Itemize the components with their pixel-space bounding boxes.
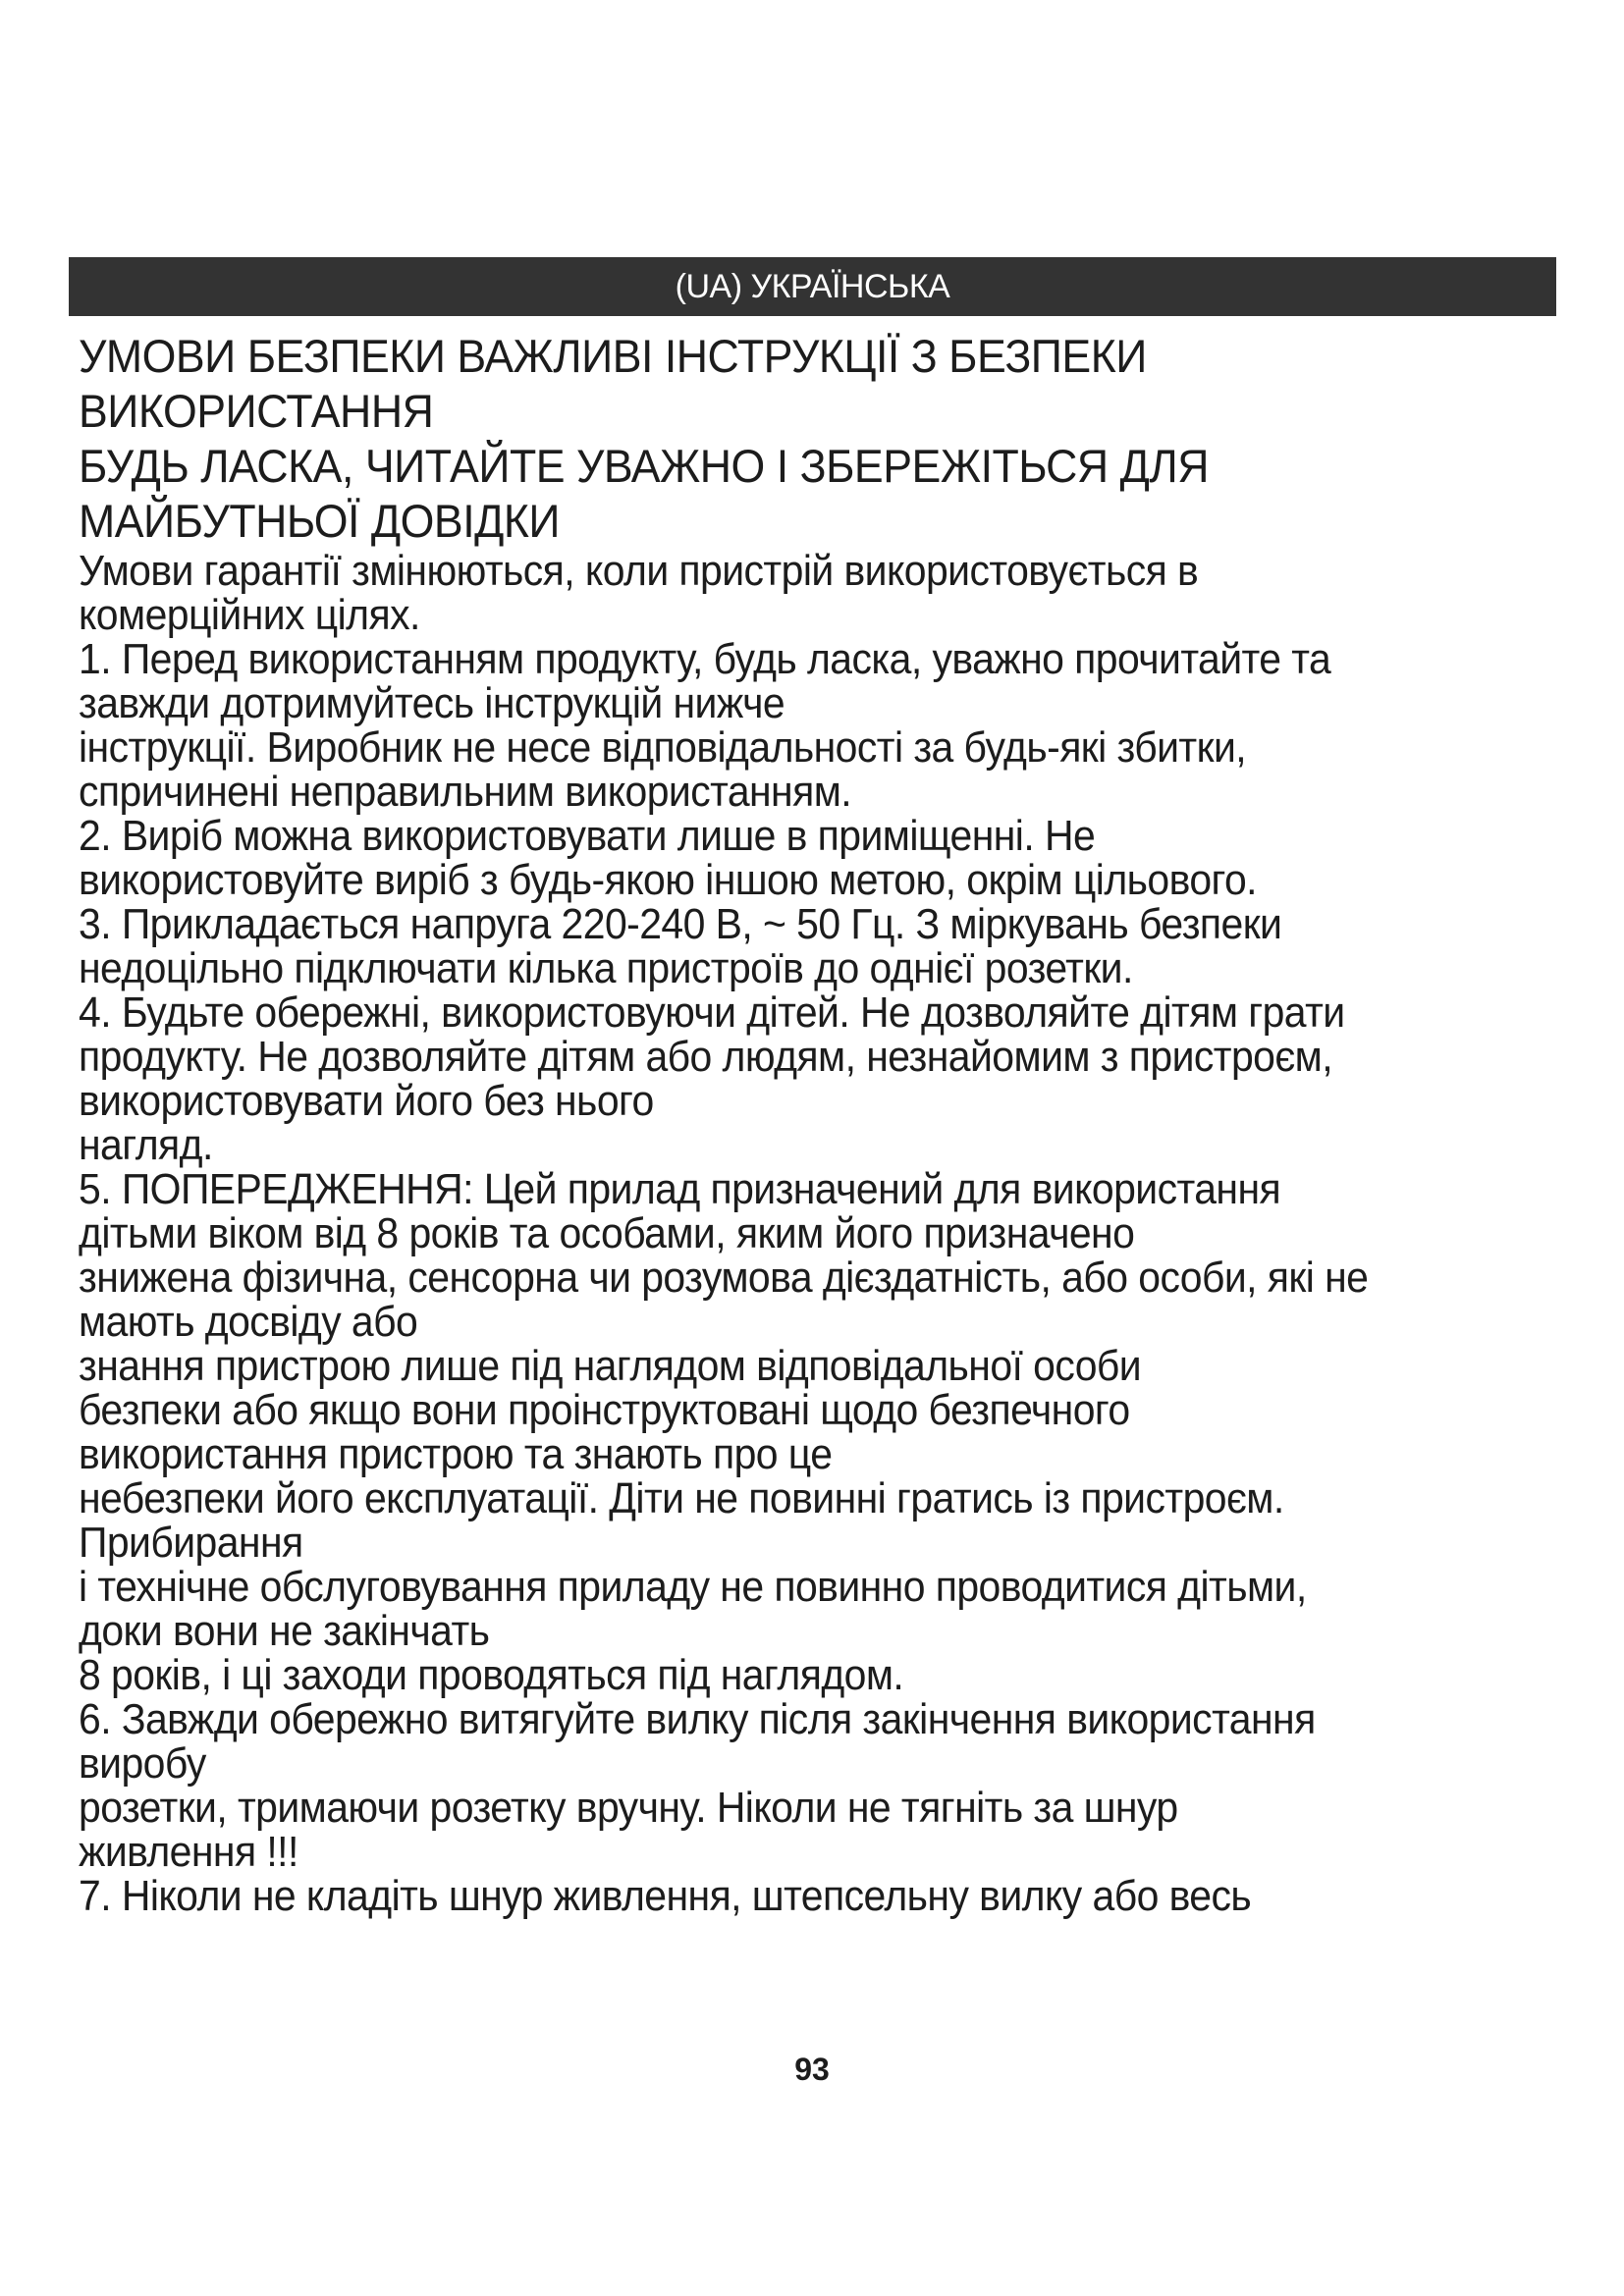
- text-line: 6. Завжди обережно витягуйте вилку після закінчення використання: [79, 1695, 1316, 1743]
- text-line: використовуйте виріб з будь-якою іншою метою, окрім цільового.: [79, 856, 1258, 904]
- text-line: інструкції. Виробник не несе відповідальності за будь-які збитки,: [79, 723, 1247, 772]
- text-line: безпеки або якщо вони проінструктовані щодо безпечного: [79, 1386, 1130, 1434]
- text-line: комерційних цілях.: [79, 591, 420, 639]
- text-line: небезпеки його експлуатації. Діти не повинні гратись із пристроєм.: [79, 1474, 1284, 1522]
- text-line: 4. Будьте обережні, використовуючи дітей. Не дозволяйте дітям грати: [79, 988, 1345, 1037]
- heading-line: ВИКОРИСТАННЯ: [79, 385, 434, 437]
- language-label: (UA) УКРАЇНСЬКА: [675, 267, 950, 305]
- heading-line: УМОВИ БЕЗПЕКИ ВАЖЛИВІ ІНСТРУКЦІЇ З БЕЗПЕКИ: [79, 330, 1147, 382]
- text-line: 1. Перед використанням продукту, будь ласка, уважно прочитайте та: [79, 635, 1331, 683]
- text-line: недоцільно підключати кілька пристроїв до однієї розетки.: [79, 944, 1133, 992]
- text-line: Прибирання: [79, 1519, 303, 1567]
- text-line: дітьми віком від 8 років та особами, яким його призначено: [79, 1209, 1135, 1257]
- text-line: Умови гарантії змінюються, коли пристрій використовується в: [79, 547, 1199, 595]
- safety-instructions-body: [79, 549, 1551, 1918]
- text-line: 5. ПОПЕРЕДЖЕННЯ: Цей прилад призначений для використання: [79, 1165, 1281, 1213]
- language-header-bar: [69, 257, 1556, 316]
- text-line: мають досвіду або: [79, 1298, 418, 1346]
- text-line: 3. Прикладається напруга 220-240 В, ~ 50 Гц. З міркувань безпеки: [79, 900, 1282, 948]
- text-line: знижена фізична, сенсорна чи розумова дієздатність, або особи, які не: [79, 1254, 1369, 1302]
- manual-content: [79, 329, 1551, 1918]
- text-line: продукту. Не дозволяйте дітям або людям, незнайомим з пристроєм,: [79, 1033, 1333, 1081]
- text-line: доки вони не закінчать: [79, 1607, 490, 1655]
- text-line: розетки, тримаючи розетку вручну. Ніколи не тягніть за шнур: [79, 1784, 1178, 1832]
- heading-line: МАЙБУТНЬОЇ ДОВІДКИ: [79, 495, 561, 547]
- text-line: використовувати його без нього: [79, 1077, 654, 1125]
- text-line: спричинені неправильним використанням.: [79, 768, 852, 816]
- text-line: виробу: [79, 1739, 206, 1788]
- text-line: живлення !!!: [79, 1828, 298, 1876]
- heading-line: БУДЬ ЛАСКА, ЧИТАЙТЕ УВАЖНО І ЗБЕРЕЖІТЬСЯ ДЛЯ: [79, 440, 1209, 492]
- text-line: 7. Ніколи не кладіть шнур живлення, штепсельну вилку або весь: [79, 1872, 1252, 1920]
- text-line: 2. Виріб можна використовувати лише в приміщенні. Не: [79, 812, 1096, 860]
- text-line: і технічне обслуговування приладу не повинно проводитися дітьми,: [79, 1563, 1307, 1611]
- text-line: завжди дотримуйтесь інструкцій нижче: [79, 679, 785, 727]
- text-line: нагляд.: [79, 1121, 213, 1169]
- page-number: 93: [794, 2052, 830, 2087]
- text-line: використання пристрою та знають про це: [79, 1430, 833, 1478]
- text-line: 8 років, і ці заходи проводяться під наглядом.: [79, 1651, 904, 1699]
- text-line: знання пристрою лише під наглядом відповідальної особи: [79, 1342, 1142, 1390]
- safety-heading: [79, 329, 1571, 549]
